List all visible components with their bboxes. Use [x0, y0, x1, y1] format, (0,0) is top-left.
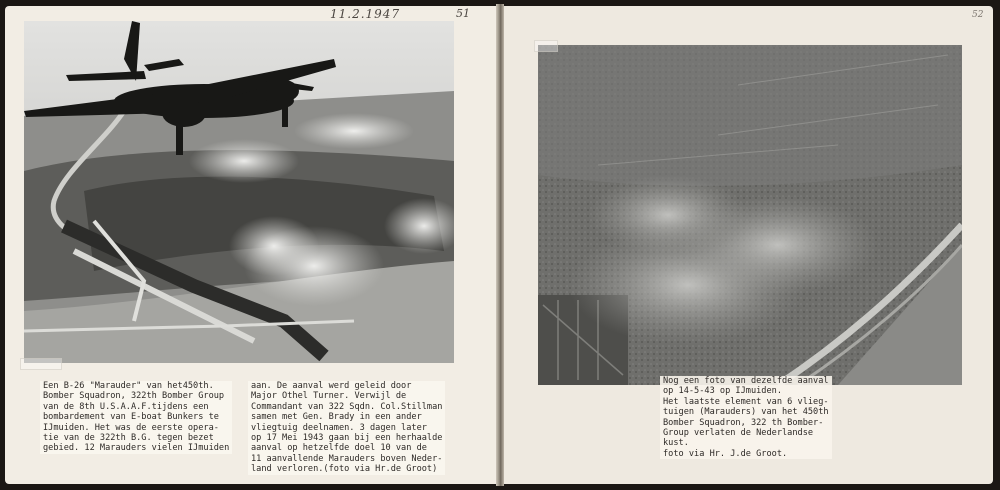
aerial-photo-right-image [538, 45, 962, 385]
caption-right: Nog een foto van dezelfde aanval op 14-5-43 op IJmuiden. Het laatste element van 6 vlieg- tuigen (Marauders) van het 450th Bomber Squadron, 322 th Bomber- Group verlaten de Nederlandse kust. foto via Hr. J.de Groot. [660, 376, 832, 459]
photo-tape-corner [534, 40, 558, 52]
photo-tape-corner [20, 358, 62, 370]
album-spine [496, 4, 504, 486]
aerial-photo-left-image [24, 21, 454, 363]
handwritten-date: 11.2.1947 [330, 7, 401, 21]
caption-left-column-1: Een B-26 "Marauder" van het450th. Bomber Squadron, 322th Bomber Group van de 8th U.S.A.A.F.tijdens een bombardement van E-boat Bunkers te IJmuiden. Het was de eerste opera- tie van de 322th B.G. tegen bezet gebied. 12 Marauders vielen IJmuiden [40, 381, 232, 454]
page-number-left: 51 [456, 7, 470, 20]
photo-b26-marauder-over-ijmuiden [24, 21, 454, 363]
page-number-right: 52 [972, 10, 984, 20]
photo-ijmuiden-coast-attack [538, 45, 962, 385]
caption-left-column-2: aan. De aanval werd geleid door Major Othel Turner. Verwijl de Commandant van 322 Sqdn. Col.Stillman samen met Gen. Brady in een ander vliegtuig deelnamen. 3 dagen later op 17 Mei 1943 gaan bij een herhaalde aanval op hetzelfde doel 10 van de 11 aanvallende Marauders boven Neder- land verloren.(foto via Hr.de Groot) [248, 381, 445, 475]
